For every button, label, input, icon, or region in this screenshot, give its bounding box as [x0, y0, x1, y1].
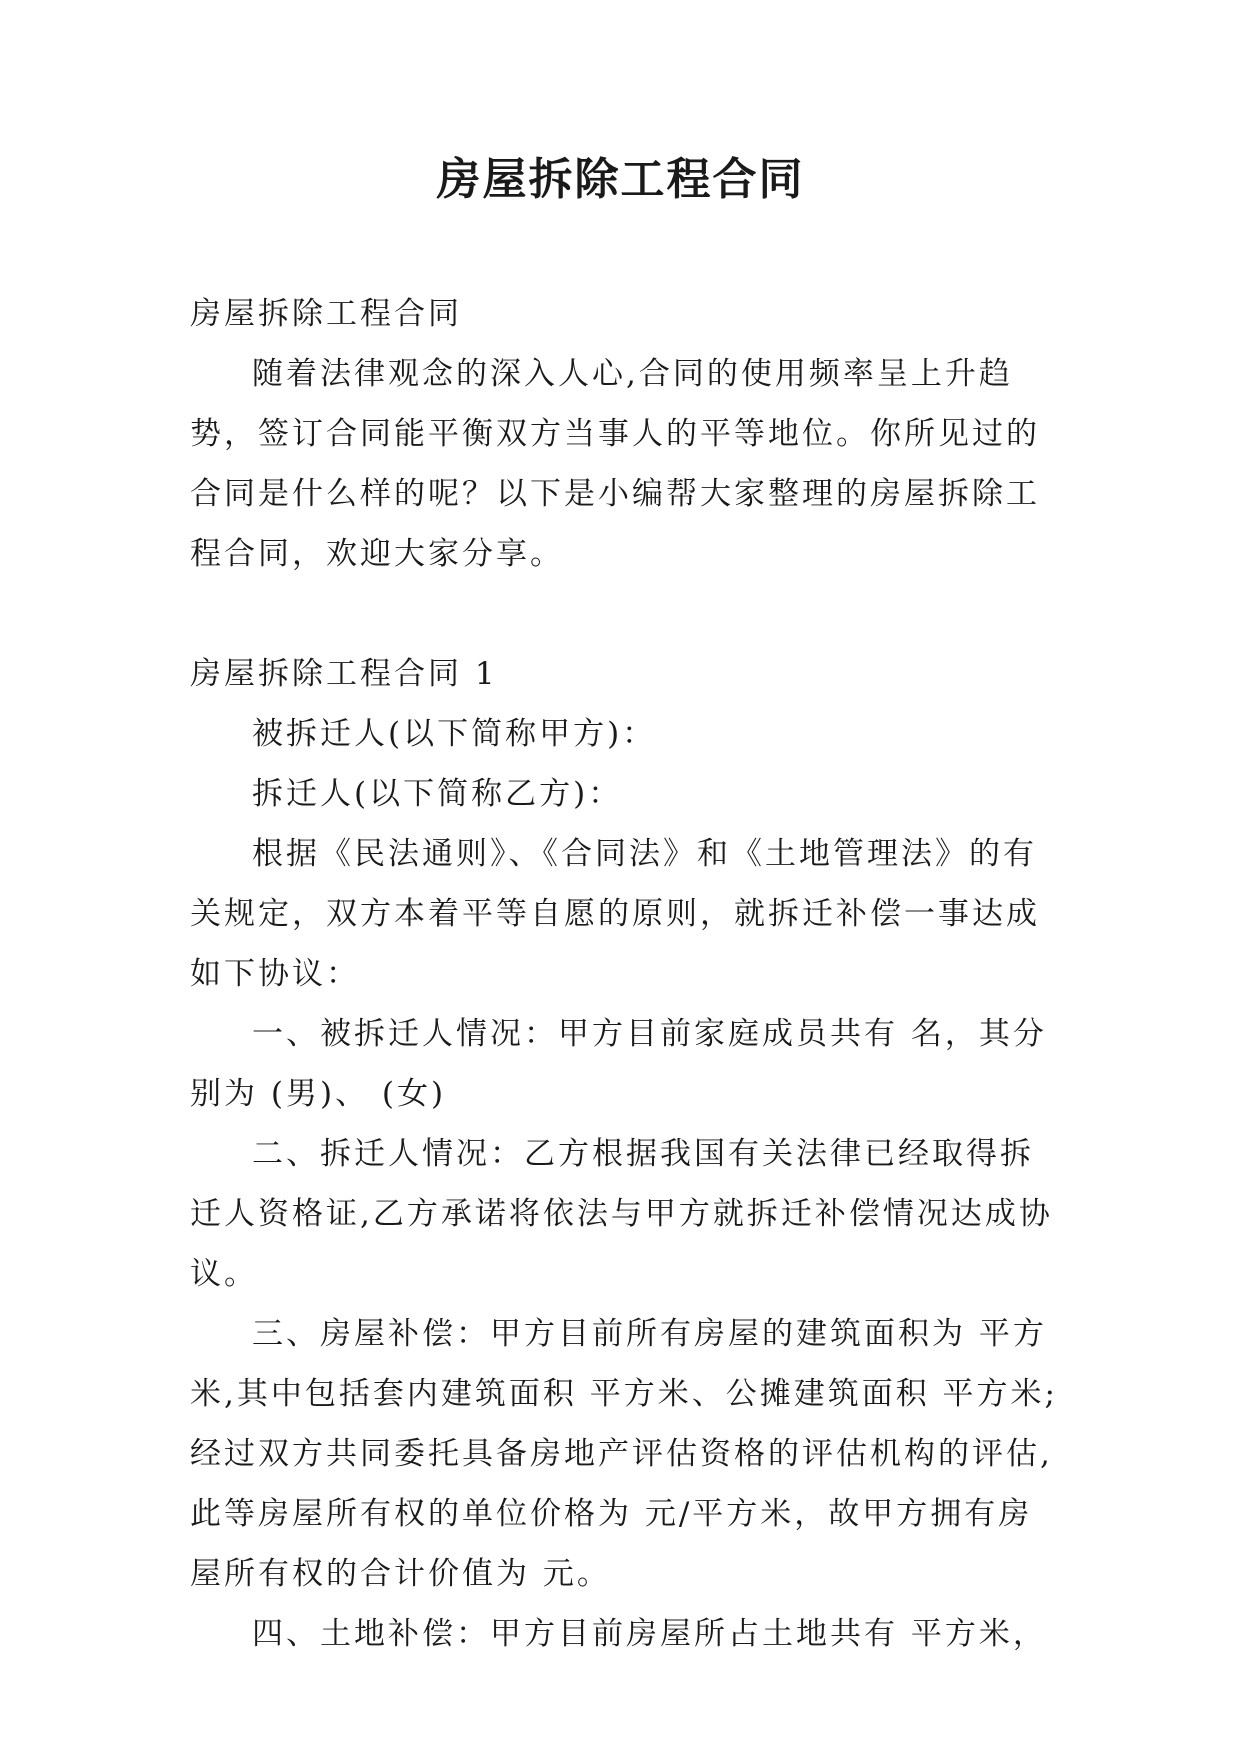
basis-paragraph: 根据《民法通则》、《合同法》和《土地管理法》的有关规定，双方本着平等自愿的原则，就拆迁补偿一事达成如下协议： [190, 836, 1040, 992]
document-body [190, 284, 1060, 1664]
document-title: 房屋拆除工程合同 [436, 154, 805, 205]
contract-heading: 房屋拆除工程合同 1 [190, 656, 498, 692]
clause-1: 一、被拆迁人情况：甲方目前家庭成员共有 名，其分别为 (男)、 (女) [190, 1016, 1047, 1112]
party-b-line: 拆迁人(以下简称乙方)： [252, 776, 623, 812]
clause-3: 三、房屋补偿：甲方目前所有房屋的建筑面积为 平方米,其中包括套内建筑面积 平方米、公摊建筑面积 平方米;经过双方共同委托具备房地产评估资格的评估机构的评估,此等房屋所有权的单位价格为 元/平方米，故甲方拥有房屋所有权的合计价值为 元。 [190, 1316, 1059, 1592]
intro-paragraph: 随着法律观念的深入人心,合同的使用频率呈上升趋势，签订合同能平衡双方当事人的平等地位。你所见过的合同是什么样的呢？以下是小编帮大家整理的房屋拆除工程合同，欢迎大家分享。 [190, 356, 1040, 572]
section-heading: 房屋拆除工程合同 [190, 296, 462, 332]
clause-4: 四、土地补偿：甲方目前房屋所占土地共有 平方米， [252, 1616, 1047, 1652]
clause-2: 二、拆迁人情况：乙方根据我国有关法律已经取得拆迁人资格证,乙方承诺将依法与甲方就拆迁补偿情况达成协议。 [190, 1136, 1053, 1292]
party-a-line: 被拆迁人(以下简称甲方)： [252, 716, 657, 752]
paragraph-gap [190, 584, 1060, 644]
